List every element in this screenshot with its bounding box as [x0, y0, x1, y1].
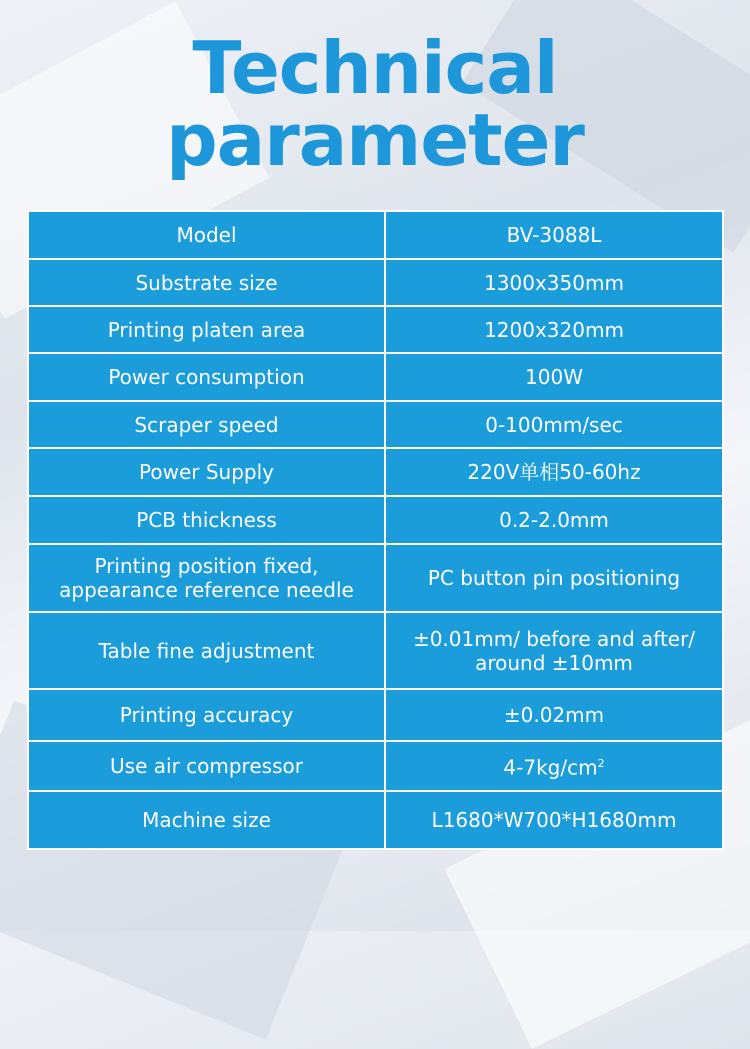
param-label: Substrate size — [28, 259, 385, 306]
parameter-table — [27, 210, 724, 850]
param-value: ±0.02mm — [385, 689, 723, 741]
param-value: PC button pin positioning — [385, 544, 723, 612]
param-label: Use air compressor — [28, 741, 385, 791]
table-row — [28, 401, 723, 448]
param-value: 220V单相50-60hz — [385, 448, 723, 496]
page-title-line-1: Technical — [192, 26, 558, 110]
table-row — [28, 353, 723, 401]
param-label: Printing position fixed, appearance reference needle — [28, 544, 385, 612]
superscript-exponent: 2 — [597, 757, 605, 771]
table-row — [28, 689, 723, 741]
param-value: 0-100mm/sec — [385, 401, 723, 448]
param-label: Table fine adjustment — [28, 612, 385, 689]
table-row — [28, 612, 723, 689]
table-row — [28, 791, 723, 849]
param-label: Printing platen area — [28, 306, 385, 353]
param-value: ±0.01mm/ before and after/ around ±10mm — [385, 612, 723, 689]
param-label: Scraper speed — [28, 401, 385, 448]
param-value: 1200x320mm — [385, 306, 723, 353]
param-label: Power consumption — [28, 353, 385, 401]
param-label: Printing accuracy — [28, 689, 385, 741]
table-row — [28, 211, 723, 259]
param-value: L1680*W700*H1680mm — [385, 791, 723, 849]
table-row — [28, 306, 723, 353]
param-value-text: 4-7kg/cm — [503, 755, 598, 780]
page-title-line-2: parameter — [166, 98, 584, 182]
table-row — [28, 259, 723, 306]
param-value — [385, 741, 723, 791]
param-label: Power Supply — [28, 448, 385, 496]
param-label: Model — [28, 211, 385, 259]
table-row — [28, 741, 723, 791]
table-row — [28, 544, 723, 612]
param-value: 0.2-2.0mm — [385, 496, 723, 544]
table-row — [28, 448, 723, 496]
table-row — [28, 496, 723, 544]
param-label: PCB thickness — [28, 496, 385, 544]
param-value: BV-3088L — [385, 211, 723, 259]
param-value: 1300x350mm — [385, 259, 723, 306]
param-value: 100W — [385, 353, 723, 401]
param-label: Machine size — [28, 791, 385, 849]
